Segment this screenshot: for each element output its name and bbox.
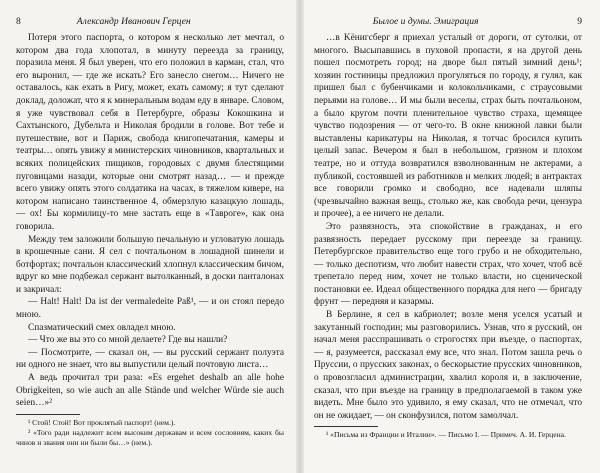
left-footnotes bbox=[16, 418, 284, 449]
paragraph: Это развязность, эта спокойствие в гражданах, и его развязность передает русскому при переезде за границу. Петербургское правительство еще того грубо и не обходительно, — только деспотизм, что любит навести страх, что хочет, чтоб всё трепетало перед ним, хочет не только власти, но сценической постановки ее. Идеал общественного порядка для него — бригаду фрунт — передняя и казармы. bbox=[314, 221, 582, 308]
footnote: ² «Того ради надлежит всем высоким державам и всем сословиям, каких бы чинов и звания они ни были бы…» (нем.). bbox=[16, 428, 284, 448]
footnote: ¹ «Письма из Франции и Италии». — Письмо I. — Примеч. А. И. Герцена. bbox=[326, 430, 566, 440]
paragraph: А ведь прочитал три раза: «Es ergehet deshalb an alle hohe Obrigkeiten, so wie auch an alle Stände und welcher Würde sie auch seien…»² bbox=[16, 373, 284, 409]
right-page bbox=[300, 0, 600, 473]
paragraph: Спазматический смех овладел мною. bbox=[28, 322, 176, 333]
paragraph: — Halt! Halt! Da ist der vermaledeite Paß¹, — и он стоял передо мною. bbox=[16, 297, 284, 321]
right-running-title: Былое и думы. Эмиграция bbox=[372, 16, 479, 27]
right-footnotes bbox=[314, 430, 582, 440]
left-running-head bbox=[16, 16, 284, 32]
paragraph: Между тем заложили большую печальную и угловатую лошадь в крошечные сани. Я сел с почтальоном в лошадной шинели и ботфортах; почтальон классический хлопнул классическим бичом, вдруг ко мне подбежал сержант вытолканный, в доски панталонах и закричал: bbox=[16, 234, 284, 295]
paragraph: — Что же вы это со мной делаете? Где вы нашли? bbox=[28, 335, 228, 346]
paragraph: — Посмотрите, — сказал он, — вы русский сержант полуэта ни одного не знает, что вы выпустили целый почтовую листа… bbox=[16, 347, 284, 371]
footnote-rule bbox=[314, 426, 378, 427]
footnote-rule bbox=[16, 414, 80, 415]
paragraph: Потеря этого паспорта, о котором я несколько лет мечтал, о котором два года хлопотал, в минуту переезда за границу, поразила меня. Я был уверен, что его положил в карман, стал, что его выронил, — где же искать? Его занесло снегом… Ничего не оставалось, как ехать в Ригу, может, ехать самому; я тут сделают доклад, доложат, что я к минеральным водам еду в январе. Словом, я уже чувствовал себя в Петербурге, образы Кокошкина и Сахтынского, Дубельта и Николая бродили в голове. Вот тебе и путешествие, вот и Париж, свобода книгопечатания, камеры и театры… опять увижу я министерских чиновников, квартальных и всяких полицейских пищиков, городовых с двумя блестящими пуговицами назади, которые они смотрят назад… — и прежде всего увижу опять этого солдатика на часах, в тяжелом кивере, на котором написано таинственное 4, обмерзлую казацкую лошадь, — ох! Бы кормилицу-то мне застать еще в «Таврогe», как она говорила. bbox=[16, 33, 284, 232]
left-page-number: 8 bbox=[16, 16, 21, 27]
right-running-head bbox=[314, 16, 582, 32]
right-page-number: 9 bbox=[577, 16, 582, 27]
right-body-text bbox=[314, 32, 582, 422]
footnote: ¹ Стой! Стой! Вот проклятый паспорт! (нем.). bbox=[28, 417, 176, 427]
paragraph: В Берлине, я сел в кабриолет; возле меня уселся усатый и закутанный господин; мы разговорились. Узнав, что я русский, он начал меня расспрашивать о строгостях при въезде, о паспортах, — я, разумеется, рассказал ему все, что знал. Потом зашла речь о Пруссии, о прусских законах, о бескорыстие прусских чиновников, о провозгласил администрации, хвалил короля и, в заключение, сказал, что при въезде на границу в предполагаемой в таком уже видеть. Мне было это удивило, я ему сказал, что не отмечал, что он не ожидает, — он сконфузился, потом замолчал. bbox=[314, 310, 582, 421]
paragraph: …в Kёнигсберг я приехал усталый от дороги, от сутолки, от многого. Высыпавшись в пуховой пропасти, я на другой день пошел посмотреть город; на дворе был пятый зимний день¹; хозяин гостиницы предложил прогуляться по городу, я гулял, как пришел был с бубенчиками и колокольчиками, с страусовыми перьями на голове… И мы были веселы, страх быть почтальоном, а было кругом почти пленительное чувство страха, щемящее чувство подозрения — от чего-то. В окне книжной лавки были выставлены карикатуры на Николая, я тотчас бросился купить целый запас. Вечером я был в небольшом, грязном и плохом театре, но и оттуда возвратился взволнованным не актерами, а публикой, состоявшей из работников и мелких людей; в антрактах все говорили громко и свободно, все надевали шляпы (чрезвычайно важная вещь, столько же, как свобода речи, цензура и прочее), а ее ничего не делали. bbox=[314, 33, 582, 220]
left-running-title: Александр Иванович Герцен bbox=[76, 16, 191, 27]
left-body-text bbox=[16, 32, 284, 410]
